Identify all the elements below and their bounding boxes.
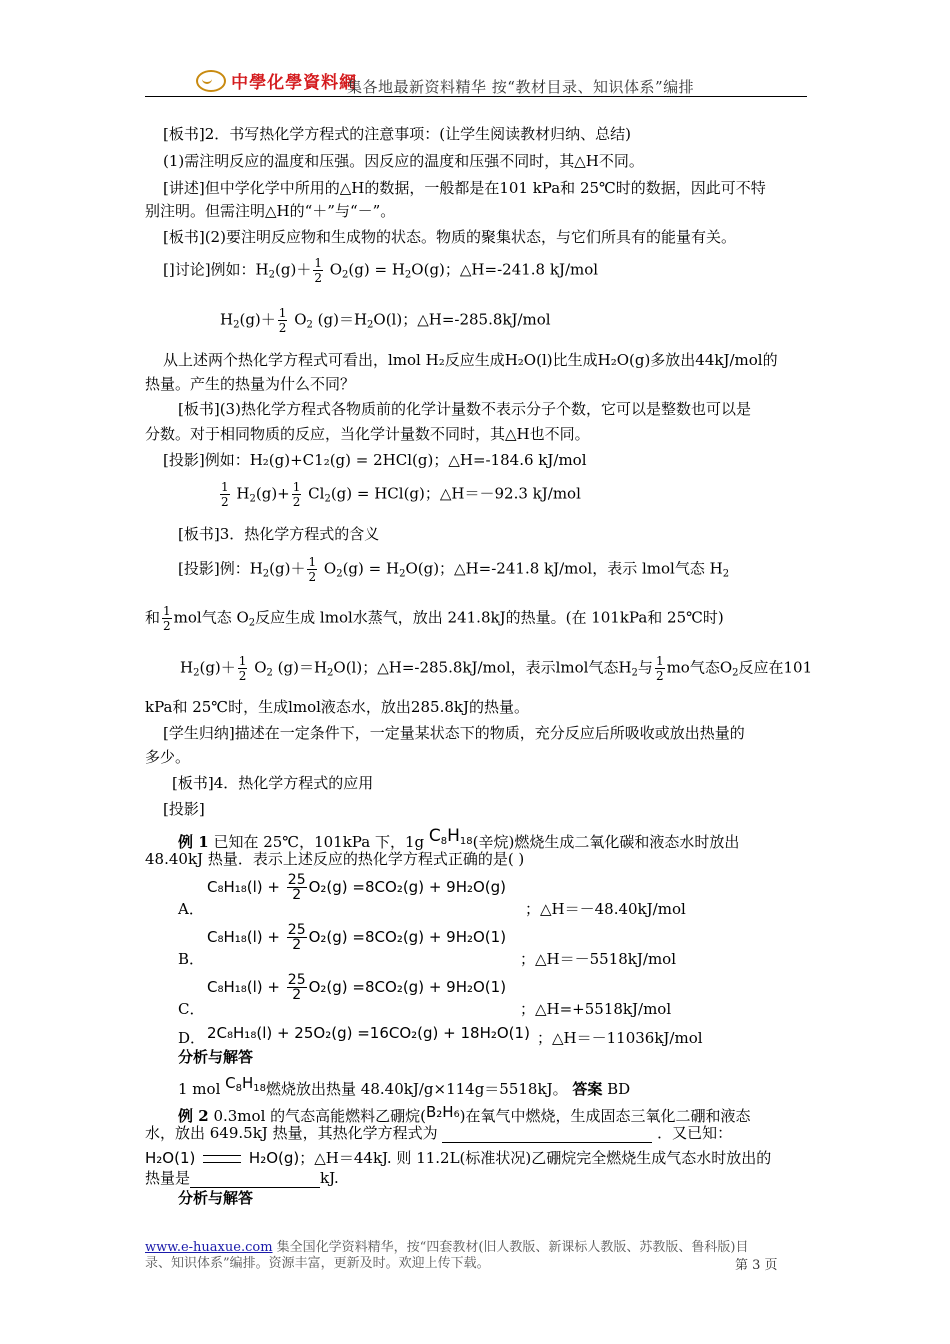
example-2-line: H₂O(1) H₂O(g)；△H＝44kJ. 则 11.2L(标准状况)乙硼烷完全燃烧生成气态水时放出的 (145, 1149, 772, 1167)
equation-line: $H_2(g)+$ $\frac{1}{2}$ $O_2$ $(g)=H_2O(l)$；△H=-285.8kJ/mol (220, 306, 551, 335)
fraction-half: $\frac{1}{2}$ (278, 306, 287, 335)
example-1-question: 例 1 已知在 25℃，101kPa 下，1g $C_8H_{18}$(辛烷)燃烧生成二氧化碳和液态水时放出 (178, 826, 740, 851)
option-d-enthalpy: ；△H＝－11036kJ/mol (537, 1029, 703, 1047)
text-line: kPa和 25℃时，生成lmol液态水，放出285.8kJ的热量。 (145, 698, 529, 716)
text-line: 48.40kJ 热量．表示上述反应的热化学方程式正确的是( ) (145, 850, 525, 868)
example-2-line: 水，放出 649.5kJ 热量，其热化学方程式为 ．又已知： (145, 1124, 733, 1142)
text-line: [板书](3)热化学方程式各物质前的化学计量数不表示分子个数，它可以是整数也可以是 (178, 400, 751, 418)
equals-arrow-icon (203, 1155, 241, 1163)
answer-blank (190, 1171, 320, 1188)
text-line: [板书]4．热化学方程式的应用 (172, 774, 374, 792)
option-c-label: C． (178, 1000, 205, 1018)
text-line: 从上述两个热化学方程式可看出，lmol H₂反应生成H₂O(l)比生成H₂O(g)多放出44kJ/mol的 (163, 351, 778, 369)
equation-line: $\frac{1}{2}$ $H_2(g)+$ $\frac{1}{2}$ $Cl_2(g) = HCl(g)$；△H＝－92.3 kJ/mol (221, 480, 581, 509)
fraction-half: $\frac{1}{2}$ (292, 480, 301, 509)
answer-1: 1 mol $C_8H_{18}$燃烧放出热量 48.40kJ/g×114g＝5518kJ。 答案 BD (178, 1074, 631, 1098)
equation-line: 和 $\frac{1}{2}$ mol气态 $O_2$反应生成 lmol水蒸气，放出 241.8kJ的热量。(在 101kPa和 25℃时) (145, 604, 724, 633)
logo-text: 中學化學資料網 (231, 73, 358, 93)
equation-line: $H_2(g)+$ $\frac{1}{2}$ $O_2$ $(g)=H_2O(l)$；△H=-285.8kJ/mol，表示lmol气态$H_2$与 $\frac{1}{2}$ mo气态$O_2$反应在101 (180, 654, 813, 683)
text-line: 多少。 (145, 748, 191, 766)
option-c-equation: C₈H₁₈(l) + $\frac{25}{2}$ O₂(g) =8CO₂(g) + 9H₂O(1) (207, 972, 507, 1003)
fraction-half: $\frac{1}{2}$ (314, 256, 322, 285)
header-slogan: 集各地最新资料精华 按“教材目录、知识体系”编排 (347, 78, 695, 96)
text-line: [板书](2)要注明反应物和生成物的状态。物质的聚集状态，与它们所具有的能量有关。 (163, 228, 736, 246)
option-b-enthalpy: ；△H＝－5518kJ/mol (520, 950, 676, 968)
text-line: [学生归纳]描述在一定条件下，一定量某状态下的物质，充分反应后所吸收或放出热量的 (163, 724, 745, 742)
text-line: [投影] (163, 800, 205, 818)
option-c-enthalpy: ；△H=+5518kJ/mol (520, 1000, 672, 1018)
text-line: [板书]2．书写热化学方程式的注意事项：(让学生阅读教材归纳、总结) (163, 125, 631, 143)
example-2-line: 热量是 kJ. (145, 1169, 339, 1187)
fraction-half: $\frac{1}{2}$ (163, 604, 171, 633)
text-line: (1)需注明反应的温度和压强。因反应的温度和压强不同时，其△H不同。 (163, 152, 644, 170)
site-logo (196, 68, 357, 93)
fraction-half: $\frac{1}{2}$ (221, 480, 229, 509)
option-a-equation: C₈H₁₈(l) + $\frac{25}{2}$ O₂(g) =8CO₂(g) + 9H₂O(g) (207, 872, 507, 903)
option-a-label: A． (178, 900, 204, 918)
footer-line: 录、知识体系”编排。资源丰富，更新及时。欢迎上传下载。 (145, 1256, 490, 1271)
fraction-half: $\frac{1}{2}$ (655, 654, 664, 683)
option-d-label: D． (178, 1029, 206, 1047)
equation-line: []讨论]例如：$H_2(g)+$ $\frac{1}{2}$ $O_2(g) = H_2O(g)$；△H=-241.8 kJ/mol (163, 256, 599, 285)
option-d-equation: 2C₈H₁₈(l) + 25O₂(g) =16CO₂(g) + 18H₂O(1) (207, 1024, 530, 1042)
option-a-enthalpy: ；△H＝－48.40kJ/mol (525, 900, 686, 918)
site-link[interactable]: www.e-huaxue.com (145, 1240, 273, 1255)
answer-blank (442, 1126, 652, 1143)
text-line: [板书]3．热化学方程式的含义 (178, 525, 380, 543)
text-line: 热量。产生的热量为什么不同？ (145, 375, 356, 393)
example-2-question: 例 2 0.3mol 的气态高能燃料乙硼烷(B₂H₆)在氧气中燃烧，生成固态三氧化二硼和液态 (178, 1103, 751, 1125)
text-line: [讲述]但中学化学中所用的△H的数据，一般都是在101 kPa和 25℃时的数据，因此可不特 (163, 179, 766, 197)
text-line: 分数。对于相同物质的反应，当化学计量数不同时，其△H也不同。 (145, 425, 590, 443)
header-divider (145, 96, 807, 97)
option-b-label: B． (178, 950, 205, 968)
text-line: 别注明。但需注明△H的“＋”与“－”。 (145, 202, 396, 220)
analysis-heading: 分析与解答 (178, 1189, 254, 1207)
equation-line: [投影]例：$H_2(g)+$ $\frac{1}{2}$ $O_2(g) = H_2O(g)$；△H=-241.8 kJ/mol，表示 lmol气态 $H_2$ (178, 555, 730, 584)
footer-line: www.e-huaxue.com 集全国化学资料精华，按“四套教材(旧人教版、新课标人教版、苏教版、鲁科版)目 (145, 1240, 749, 1255)
option-b-equation: C₈H₁₈(l) + $\frac{25}{2}$ O₂(g) =8CO₂(g) + 9H₂O(1) (207, 922, 507, 953)
fraction-half: $\frac{1}{2}$ (238, 654, 247, 683)
fraction-half: $\frac{1}{2}$ (308, 555, 317, 584)
page-number: 第 3 页 (735, 1258, 778, 1273)
text-line: [投影]例如：H₂(g)+C1₂(g) = 2HCl(g)；△H=-184.6 kJ/mol (163, 451, 587, 469)
analysis-heading: 分析与解答 (178, 1048, 254, 1066)
logo-icon (196, 70, 226, 92)
